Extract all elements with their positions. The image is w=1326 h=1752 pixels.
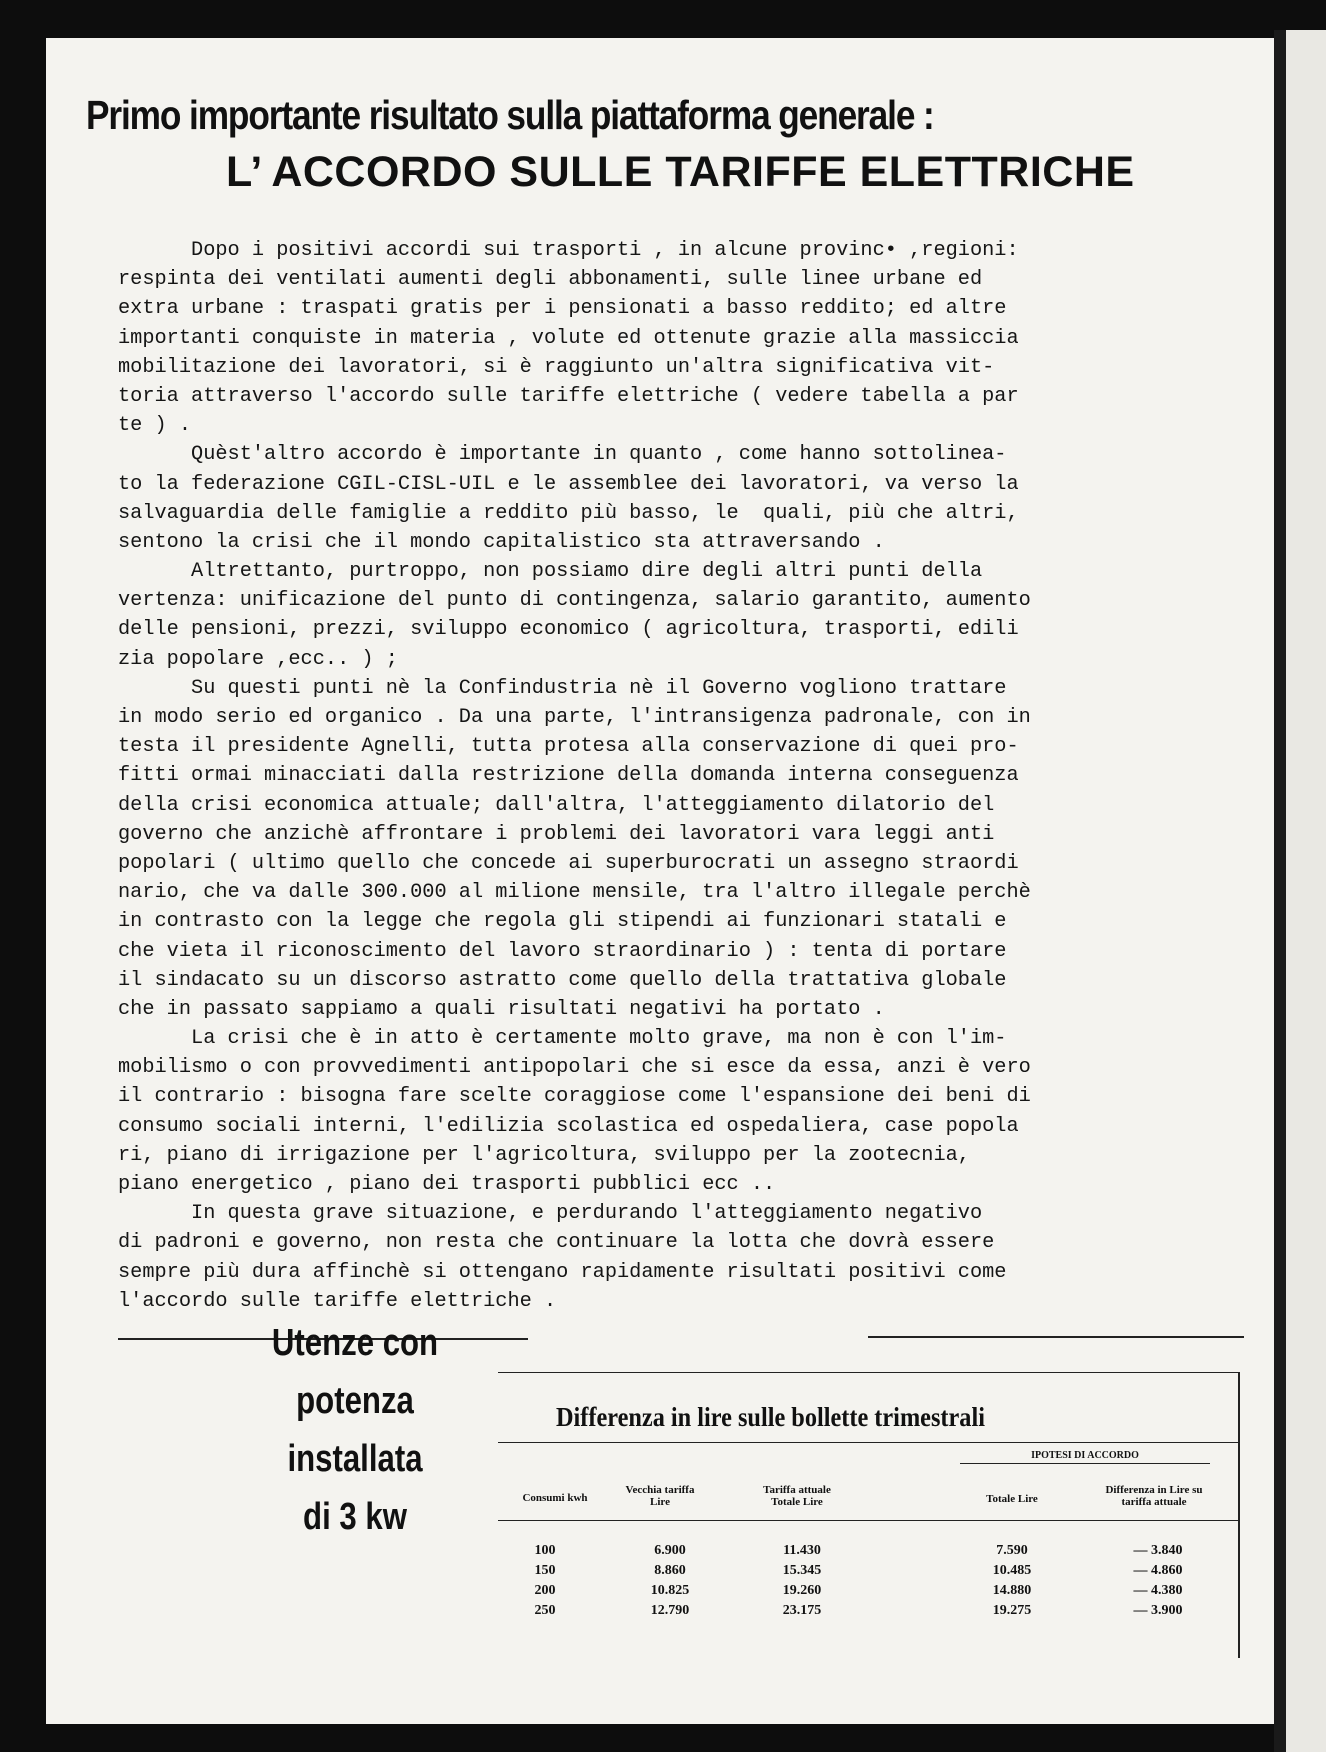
table-top-rule bbox=[498, 1372, 1240, 1373]
body-line: sempre più dura affinchè si ottengano rapidamente risultati positivi come bbox=[118, 1260, 1007, 1284]
body-line: in modo serio ed organico . Da una parte, l'intransigenza padronale, con in bbox=[118, 706, 1031, 729]
utenze-line-2: potenza bbox=[296, 1380, 414, 1422]
body-line: zia popolare ,ecc.. ) ; bbox=[118, 647, 398, 671]
headline: Primo importante risultato sulla piattaforma generale : bbox=[86, 92, 934, 138]
body-line: Quèst'altro accordo è importante in quanto , come hanno sottolinea- bbox=[118, 443, 1007, 467]
table-cell: 10.485 bbox=[992, 1563, 1032, 1578]
body-line: La crisi che è in atto è certamente molto grave, ma non è con l'im- bbox=[118, 1027, 1007, 1051]
header-vecchia: Vecchia tariffa Lire bbox=[625, 1484, 695, 1508]
table-cell: 11.430 bbox=[783, 1543, 821, 1558]
body-line: te ) . bbox=[118, 414, 192, 438]
table-cell: 23.175 bbox=[782, 1603, 822, 1618]
table-cell: — 3.900 bbox=[1133, 1603, 1183, 1618]
table-cell: — 3.840 bbox=[1133, 1543, 1183, 1558]
body-line: extra urbane : traspati gratis per i pensionati a basso reddito; ed altre bbox=[118, 297, 1007, 321]
body-line: In questa grave situazione, e perdurando l'atteggiamento negativo bbox=[118, 1202, 983, 1226]
table-cell: 250 bbox=[534, 1603, 556, 1618]
table-cell: — 4.860 bbox=[1133, 1563, 1183, 1578]
group-header-rule bbox=[960, 1463, 1210, 1464]
body-line: l'accordo sulle tariffe elettriche . bbox=[118, 1289, 557, 1313]
utenze-line-3: installata bbox=[287, 1438, 423, 1480]
body-line: Su questi punti nè la Confindustria nè il Governo vogliono trattare bbox=[118, 676, 1007, 700]
body-line: fitti ormai minacciati dalla restrizione della domanda interna conseguenza bbox=[118, 764, 1019, 788]
column-differenza bbox=[1108, 1541, 1208, 1621]
article-body bbox=[118, 236, 1248, 1316]
table-cell: 6.900 bbox=[654, 1543, 686, 1558]
header-totale: Totale Lire bbox=[986, 1493, 1038, 1505]
table-cell: 12.790 bbox=[650, 1603, 690, 1618]
column-attuale bbox=[752, 1541, 852, 1621]
body-line: respinta dei ventilati aumenti degli abbonamenti, sulle linee urbane ed bbox=[118, 268, 983, 292]
header-differenza: Differenza in Lire su tariffa attuale bbox=[1105, 1484, 1203, 1508]
main-title: L’ ACCORDO SULLE TARIFFE ELETTRICHE bbox=[226, 148, 1135, 196]
body-line: testa il presidente Agnelli, tutta protesa alla conservazione di quei pro- bbox=[118, 735, 1019, 759]
table-cell: 100 bbox=[534, 1543, 556, 1558]
table-title: Differenza in lire sulle bollette trimestrali bbox=[556, 1402, 985, 1432]
body-line: consumo sociali interni, l'edilizia scolastica ed ospedaliera, case popola bbox=[118, 1114, 1019, 1138]
body-line: della crisi economica attuale; dall'altra, l'atteggiamento dilatorio del bbox=[118, 793, 995, 817]
body-line: il sindacato su un discorso astratto come quello della trattativa globale bbox=[118, 968, 1007, 992]
next-page-edge bbox=[1286, 30, 1326, 1752]
body-line: to la federazione CGIL-CISL-UIL e le assemblee dei lavoratori, va verso la bbox=[118, 472, 1019, 496]
body-line: Altrettanto, purtroppo, non possiamo dire degli altri punti della bbox=[118, 560, 983, 584]
header-consumi: Consumi kwh bbox=[522, 1492, 588, 1504]
table-cell: 19.275 bbox=[992, 1603, 1032, 1618]
table-cell: 14.880 bbox=[992, 1583, 1032, 1598]
divider-right bbox=[868, 1336, 1244, 1338]
table-cell: 15.345 bbox=[782, 1563, 822, 1578]
body-line: in contrasto con la legge che regola gli stipendi ai funzionari statali e bbox=[118, 910, 1007, 934]
body-line: che in passato sappiamo a quali risultati negativi ha portato . bbox=[118, 997, 885, 1021]
table-cell: 7.590 bbox=[996, 1543, 1028, 1558]
body-line: toria attraverso l'accordo sulle tariffe elettriche ( vedere tabella a par bbox=[118, 384, 1019, 408]
table-cell: 200 bbox=[534, 1583, 556, 1598]
body-line: mobilismo o con provvedimenti antipopolari che si esce da essa, anzi è vero bbox=[118, 1056, 1031, 1080]
table-cell: 150 bbox=[534, 1563, 556, 1578]
utenze-line-1: Utenze con bbox=[271, 1322, 439, 1364]
body-line: vertenza: unificazione del punto di contingenza, salario garantito, aumento bbox=[118, 589, 1031, 613]
table-cell: 10.825 bbox=[650, 1583, 690, 1598]
body-line: Dopo i positivi accordi sui trasporti , in alcune provinc• ,regioni: bbox=[118, 239, 1019, 262]
table-cell: 8.860 bbox=[654, 1563, 686, 1578]
body-line: popolari ( ultimo quello che concede ai superburocrati un assegno straordi bbox=[118, 851, 1019, 875]
body-line: salvaguardia delle famiglie a reddito più basso, le quali, più che altri, bbox=[118, 501, 1019, 525]
table-right-border bbox=[1238, 1372, 1240, 1658]
table-cell: — 4.380 bbox=[1133, 1583, 1183, 1598]
table-header-rule bbox=[498, 1442, 1240, 1443]
body-line: nario, che va dalle 300.000 al milione mensile, tra l'altro illegale perchè bbox=[118, 881, 1031, 905]
table-subheader-rule bbox=[498, 1520, 1240, 1521]
body-line: importanti conquiste in materia , volute ed ottenute grazie alla massiccia bbox=[118, 326, 1019, 350]
utenze-label bbox=[261, 1314, 450, 1546]
body-line: di padroni e governo, non resta che continuare la lotta che dovrà essere bbox=[118, 1231, 995, 1255]
body-line: ri, piano di irrigazione per l'agricoltura, sviluppo per la zootecnia, bbox=[118, 1143, 970, 1167]
group-header: IPOTESI DI ACCORDO bbox=[1031, 1450, 1139, 1461]
body-line: governo che anzichè affrontare i problemi dei lavoratori vara leggi anti bbox=[118, 822, 995, 846]
body-line: che vieta il riconoscimento del lavoro straordinario ) : tenta di portare bbox=[118, 939, 1007, 963]
body-line: mobilitazione dei lavoratori, si è raggiunto un'altra significativa vit- bbox=[118, 355, 995, 379]
column-vecchia bbox=[620, 1541, 720, 1621]
body-line: il contrario : bisogna fare scelte coraggiose come l'espansione dei beni di bbox=[118, 1085, 1031, 1109]
body-line: piano energetico , piano dei trasporti pubblici ecc .. bbox=[118, 1173, 776, 1196]
column-consumi bbox=[510, 1541, 580, 1621]
table-cell: 19.260 bbox=[782, 1583, 822, 1598]
header-attuale: Tariffa attuale Totale Lire bbox=[763, 1484, 831, 1508]
column-totale bbox=[962, 1541, 1062, 1621]
utenze-line-4: di 3 kw bbox=[303, 1496, 407, 1538]
body-line: sentono la crisi che il mondo capitalistico sta attraversando . bbox=[118, 530, 885, 554]
body-line: delle pensioni, prezzi, sviluppo economico ( agricoltura, trasporti, edili bbox=[118, 618, 1019, 642]
